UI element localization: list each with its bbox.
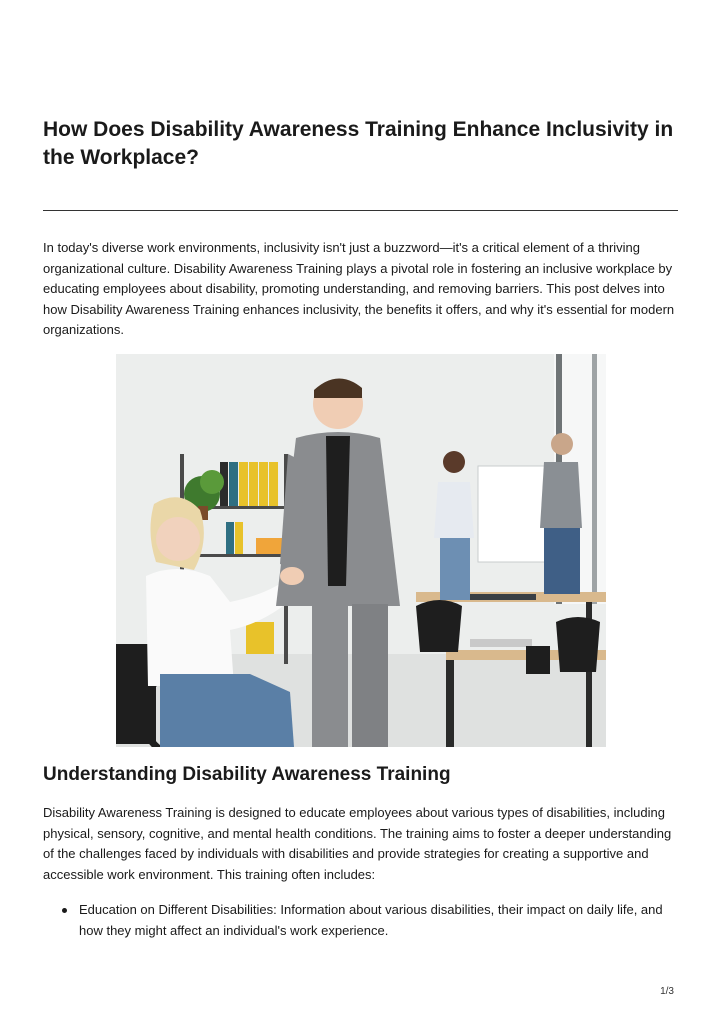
training-topics-list	[43, 900, 683, 941]
page-number: 1/3	[660, 986, 674, 997]
bullet-dot-icon	[62, 908, 67, 913]
office-handshake-photo	[116, 354, 606, 747]
page-title: How Does Disability Awareness Training Enhance Inclusivity in the Workplace?	[43, 118, 674, 169]
list-item	[43, 900, 683, 941]
section-heading: Understanding Disability Awareness Training	[43, 764, 451, 785]
section-paragraph: Disability Awareness Training is designed to educate employees about various types of disabilities, including physical, sensory, cognitive, and mental health conditions. The training aims to foster a deeper understanding of the challenges faced by individuals with disabilities and provide strategies for creating a supportive and accessible work environment. This training often includes:	[43, 805, 672, 882]
list-item-text: Education on Different Disabilities: Information about various disabilities, their impact on daily life, and how they might affect an individual's work experience.	[79, 902, 663, 938]
intro-paragraph: In today's diverse work environments, inclusivity isn't just a buzzword—it's a critical element of a thriving organizational culture. Disability Awareness Training plays a pivotal role in fostering an inclusive workplace by educating employees about disability, promoting understanding, and removing barriers. This post delves into how Disability Awareness Training enhances inclusivity, the benefits it offers, and why it's essential for modern organizations.	[43, 240, 675, 337]
title-divider	[43, 210, 678, 211]
